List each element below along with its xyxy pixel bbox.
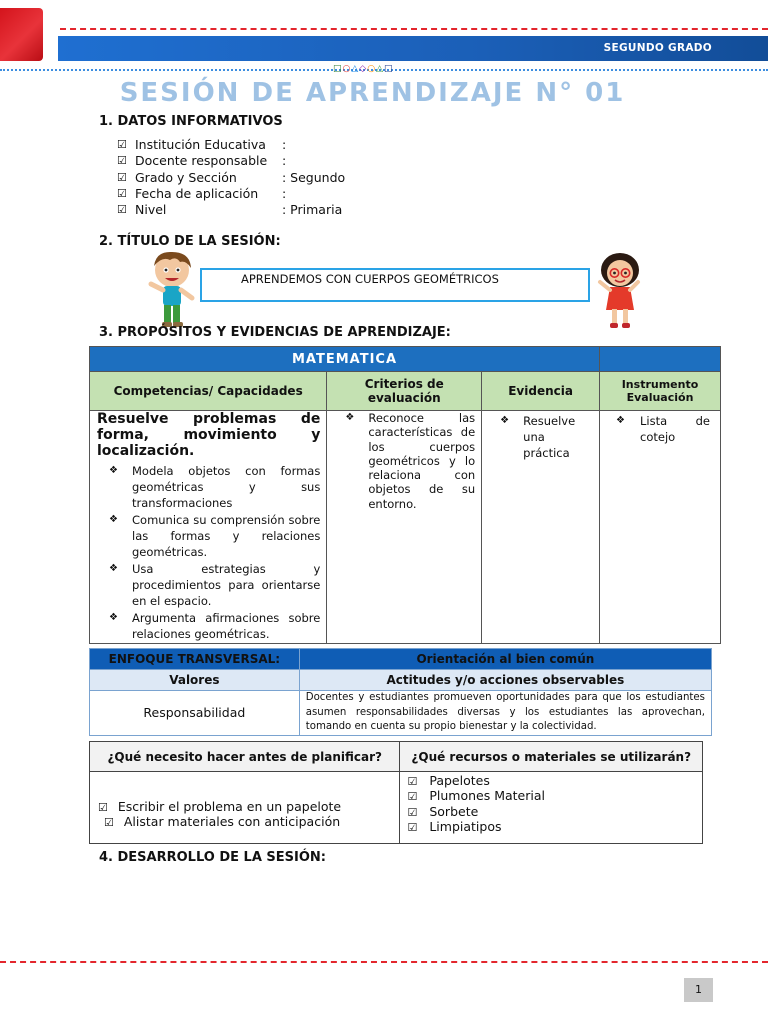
section-3-heading: 3. PROPÓSITOS Y EVIDENCIAS DE APRENDIZAJE: (99, 325, 451, 340)
checkbox-icon: ☑ (407, 775, 418, 788)
material-item (407, 820, 701, 835)
section-4-heading: 4. DESARROLLO DE LA SESIÓN: (99, 850, 326, 865)
criteria-text: Reconoce las características de los cuerpos geométricos y lo relaciona con objetos de su entorno. (368, 411, 476, 511)
area-header: MATEMATICA (90, 347, 600, 372)
info-label: Institución Educativa (135, 137, 266, 152)
material-item (407, 774, 701, 789)
info-row (117, 137, 345, 153)
info-row (117, 202, 345, 218)
col-competencias: Competencias/ Capacidades (90, 372, 327, 411)
before-planning-list (91, 786, 398, 830)
girl-illustration-icon (596, 252, 644, 330)
checkbox-icon: ☑ (117, 154, 127, 168)
checkbox-icon: ☑ (117, 138, 127, 151)
checkbox-icon: ☑ (117, 203, 127, 217)
header-red-corner (0, 8, 43, 61)
instrument-text: Lista de cotejo (640, 414, 711, 444)
capacity-text: Modela objetos con formas geométricas y sus transformaciones (132, 464, 321, 510)
material-item (407, 805, 701, 820)
info-value: : (282, 137, 287, 152)
materials-cell (400, 772, 703, 844)
shape-icon: □ (384, 64, 394, 74)
material-text: Limpiatipos (429, 818, 502, 834)
info-label: Docente responsable (135, 153, 268, 169)
capacity-item (97, 463, 320, 511)
checkbox-icon: ☑ (407, 790, 418, 804)
valores-header: Valores (90, 670, 300, 691)
datos-informativos-list (117, 137, 345, 218)
diamond-bullet-icon: ❖ (109, 563, 118, 574)
before-item (91, 815, 398, 830)
info-label: Grado y Sección (135, 169, 237, 185)
info-row (117, 153, 345, 169)
capacity-text: Usa estrategias y procedimientos para orientarse en el espacio. (132, 562, 321, 608)
planning-question-2: ¿Qué recursos o materiales se utilizarán? (400, 742, 703, 772)
shape-icon: ○ (367, 64, 377, 74)
shapes-decoration (333, 64, 394, 74)
diamond-bullet-icon: ❖ (109, 465, 118, 476)
instrument-cell (600, 411, 721, 644)
enfoque-transversal-table (89, 648, 712, 736)
shape-icon: ◇ (359, 64, 368, 74)
area-header-extra (600, 347, 721, 372)
material-text: Sorbete (429, 803, 479, 819)
planning-table (89, 741, 703, 844)
info-value: : Segundo (282, 169, 346, 185)
page-number: 1 (684, 978, 713, 1002)
capacity-item (97, 610, 320, 642)
checkbox-icon: ☑ (98, 800, 108, 814)
page-title: SESIÓN DE APRENDIZAJE N° 01 (119, 78, 626, 108)
capacity-item (97, 512, 320, 560)
before-text: Escribir el problema en un papelote (117, 798, 342, 814)
col-evidencia: Evidencia (482, 372, 600, 411)
before-item (91, 800, 398, 815)
capacity-text: Comunica su comprensión sobre las formas y relaciones geométricas. (132, 513, 321, 559)
action-text: Docentes y estudiantes promueven oportunidades para que los estudiantes asumen responsabilidades diversas y los estudiantes las aprovechan, tomando en cuenta su propio bienestar y la colectividad. (299, 691, 711, 736)
info-value: : Primaria (282, 202, 343, 218)
competence-text: Resuelve problemas de forma, movimiento y localización. (97, 411, 321, 459)
material-item (407, 789, 701, 804)
checkbox-icon: ☑ (407, 805, 418, 819)
evidence-bullet: ❖ (500, 415, 510, 426)
boy-illustration-icon (146, 250, 198, 330)
session-title-text: APRENDEMOS CON CUERPOS GEOMÉTRICOS (241, 272, 499, 286)
info-label: Nivel (135, 202, 167, 218)
shape-icon: ○ (342, 64, 352, 74)
value-responsabilidad: Responsabilidad (90, 691, 300, 736)
info-row (117, 170, 345, 186)
col-instrumento: Instrumento Evaluación (600, 372, 721, 411)
session-title-box (200, 268, 590, 302)
diamond-bullet-icon: ❖ (109, 514, 118, 525)
capacity-text: Argumenta afirmaciones sobre relaciones geométricas. (132, 611, 321, 641)
before-text: Alistar materiales con anticipación (123, 813, 341, 829)
shape-icon: △ (376, 64, 384, 74)
competence-cell (90, 411, 327, 644)
col-criterios: Criterios de evaluación (327, 372, 482, 411)
criteria-bullet: ❖ (345, 412, 355, 423)
criteria-cell (327, 411, 482, 644)
instrument-bullet: ❖ (616, 415, 625, 426)
purposes-evidence-table (89, 346, 721, 644)
enfoque-header: ENFOQUE TRANSVERSAL: (90, 649, 300, 670)
section-2-heading: 2. TÍTULO DE LA SESIÓN: (99, 234, 281, 249)
info-value: : (282, 153, 287, 169)
material-text: Plumones Material (429, 788, 545, 804)
diamond-bullet-icon: ❖ (109, 612, 118, 623)
planning-question-1: ¿Qué necesito hacer antes de planificar? (90, 742, 400, 772)
info-row (117, 186, 345, 202)
shape-icon: △ (351, 64, 360, 74)
footer-dashed-line (0, 961, 768, 963)
checkbox-icon: ☑ (117, 170, 127, 184)
capacity-item (97, 561, 320, 609)
evidence-cell (482, 411, 600, 644)
info-value: : (282, 185, 287, 201)
checkbox-icon: ☑ (407, 820, 418, 834)
checkbox-icon: ☑ (104, 815, 114, 829)
material-text: Papelotes (429, 773, 490, 788)
materials-list (401, 773, 701, 835)
info-label: Fecha de aplicación (135, 185, 259, 201)
before-planning-cell (90, 772, 400, 844)
grade-label: SEGUNDO GRADO (603, 42, 712, 54)
evidence-text: Resuelve una práctica (523, 414, 576, 460)
checkbox-icon: ☑ (117, 186, 127, 200)
capacities-list (97, 463, 320, 642)
actitudes-header: Actitudes y/o acciones observables (299, 670, 711, 691)
header-dashed-line (60, 28, 768, 30)
section-1-heading: 1. DATOS INFORMATIVOS (99, 114, 283, 129)
orientacion-header: Orientación al bien común (299, 649, 711, 670)
shape-icon: □ (333, 64, 343, 74)
